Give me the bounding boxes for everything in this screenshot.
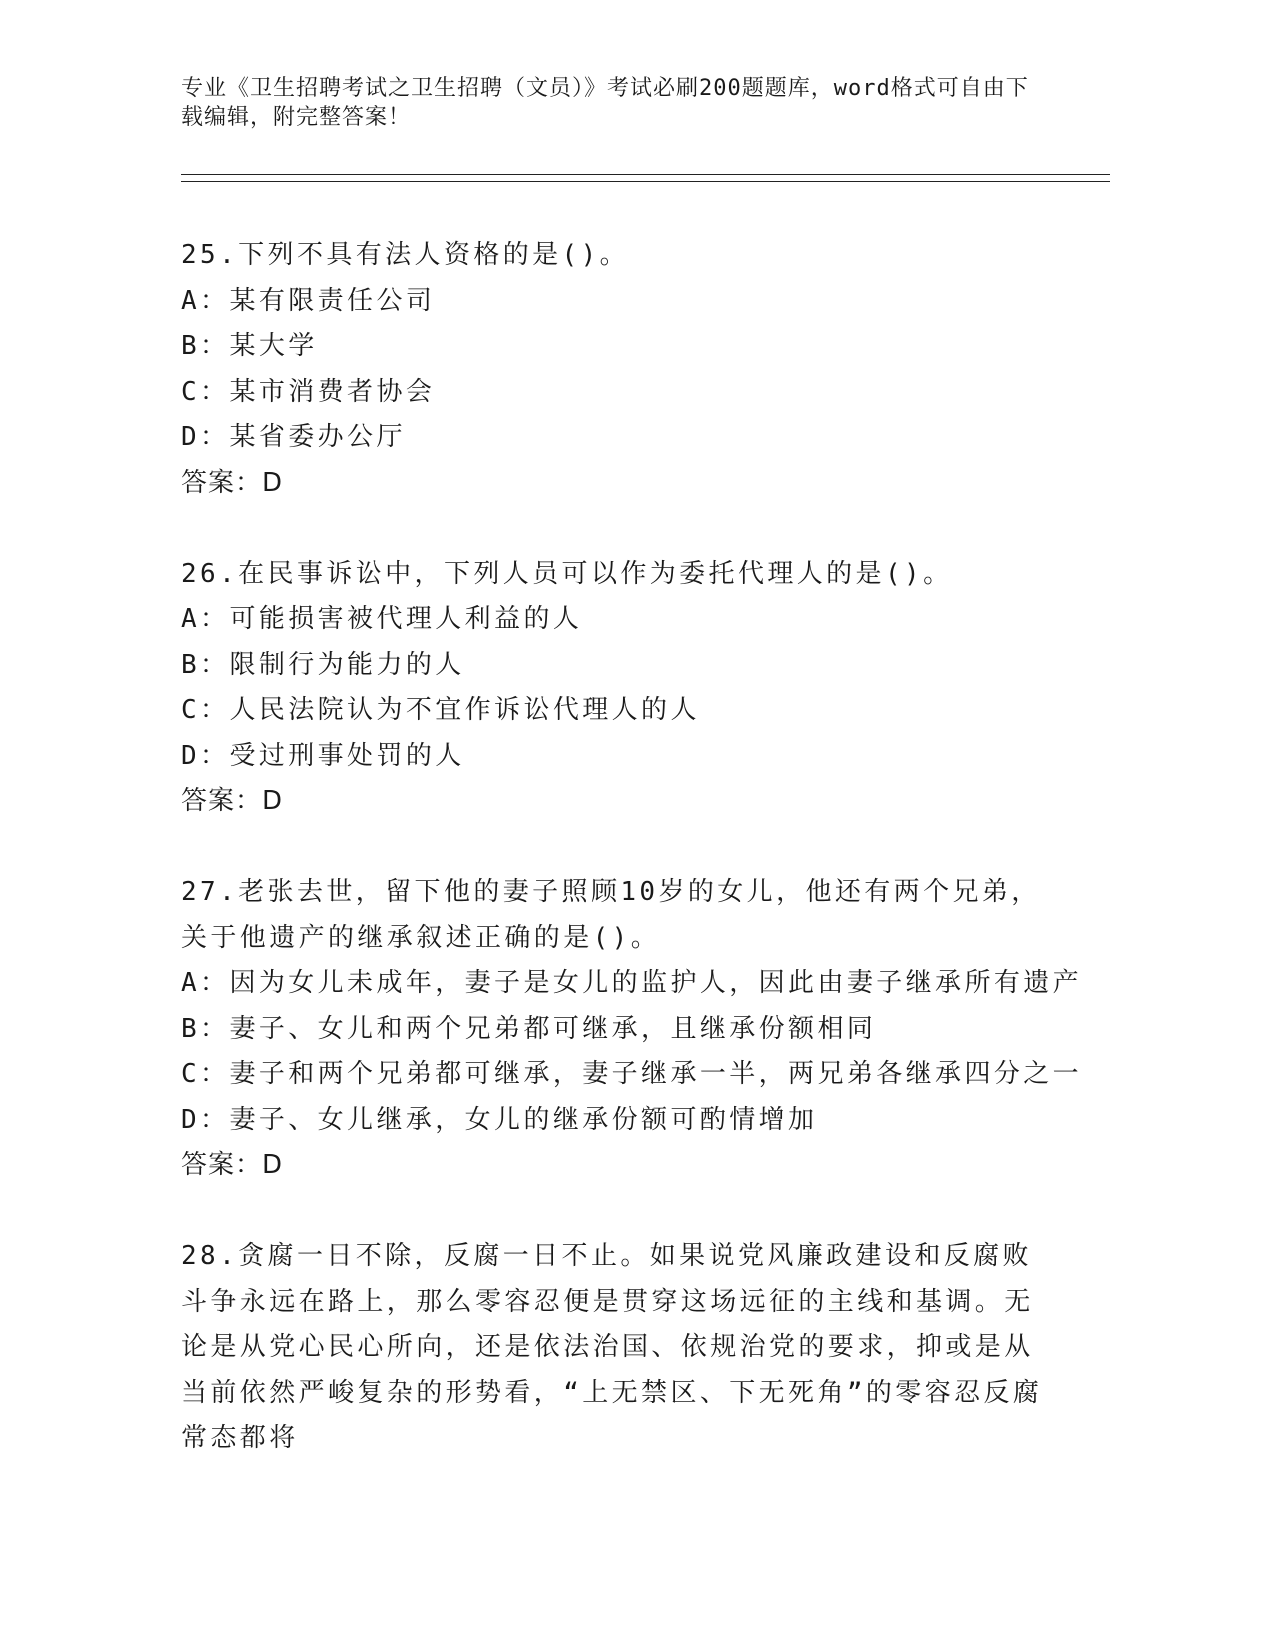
- spacer: [181, 825, 1061, 871]
- question-26: [181, 552, 1061, 825]
- option-d: D：某省委办公厅: [181, 422, 406, 452]
- option-a: A：因为女儿未成年，妻子是女儿的监护人，因此由妻子继承所有遗产: [181, 968, 1083, 998]
- option-c: C：某市消费者协会: [181, 376, 436, 407]
- header-note: 专业《卫生招聘考试之卫生招聘（文员）》考试必刷200题题库，word格式可自由下载编辑，附完整答案！: [181, 76, 1029, 130]
- answer-line: 答案：D: [181, 1150, 284, 1180]
- spacer: [181, 506, 1061, 552]
- option-d: D：受过刑事处罚的人: [181, 740, 465, 771]
- option-b: B：某大学: [181, 331, 318, 361]
- question-25: [181, 233, 1061, 506]
- answer-line: 答案：D: [181, 467, 284, 498]
- question-27: [181, 870, 1083, 1189]
- question-stem: 25.下列不具有法人资格的是()。: [181, 240, 630, 270]
- option-c: C：妻子和两个兄弟都可继承，妻子继承一半，两兄弟各继承四分之一: [181, 1059, 1083, 1089]
- option-c: C：人民法院认为不宜作诉讼代理人的人: [181, 695, 700, 725]
- question-28: [181, 1234, 1061, 1462]
- option-d: D：妻子、女儿继承，女儿的继承份额可酌情增加: [181, 1104, 818, 1135]
- option-a: A：可能损害被代理人利益的人: [181, 604, 583, 634]
- question-stem: 28.贪腐一日不除，反腐一日不止。如果说党风廉政建设和反腐败斗争永远在路上，那么零容忍便是贯穿这场远征的主线和基调。无论是从党心民心所向，还是依法治国、依规治党的要求，抑或是从当前依然严峻复杂的形势看，“上无禁区、下无死角”的零容忍反腐常态都将: [181, 1241, 1043, 1453]
- spacer: [181, 1189, 1061, 1235]
- option-a: A：某有限责任公司: [181, 285, 436, 316]
- header-divider-bottom: [181, 181, 1110, 182]
- question-stem: 26.在民事诉讼中，下列人员可以作为委托代理人的是()。: [181, 558, 953, 589]
- question-list: [181, 233, 1083, 1462]
- option-b: B：限制行为能力的人: [181, 649, 465, 680]
- option-b: B：妻子、女儿和两个兄弟都可继承，且继承份额相同: [181, 1013, 877, 1044]
- answer-line: 答案：D: [181, 786, 284, 816]
- header-divider-top: [181, 174, 1110, 175]
- question-stem: 27.老张去世，留下他的妻子照顾10岁的女儿，他还有两个兄弟，关于他遗产的继承叙述正确的是()。: [181, 877, 1041, 953]
